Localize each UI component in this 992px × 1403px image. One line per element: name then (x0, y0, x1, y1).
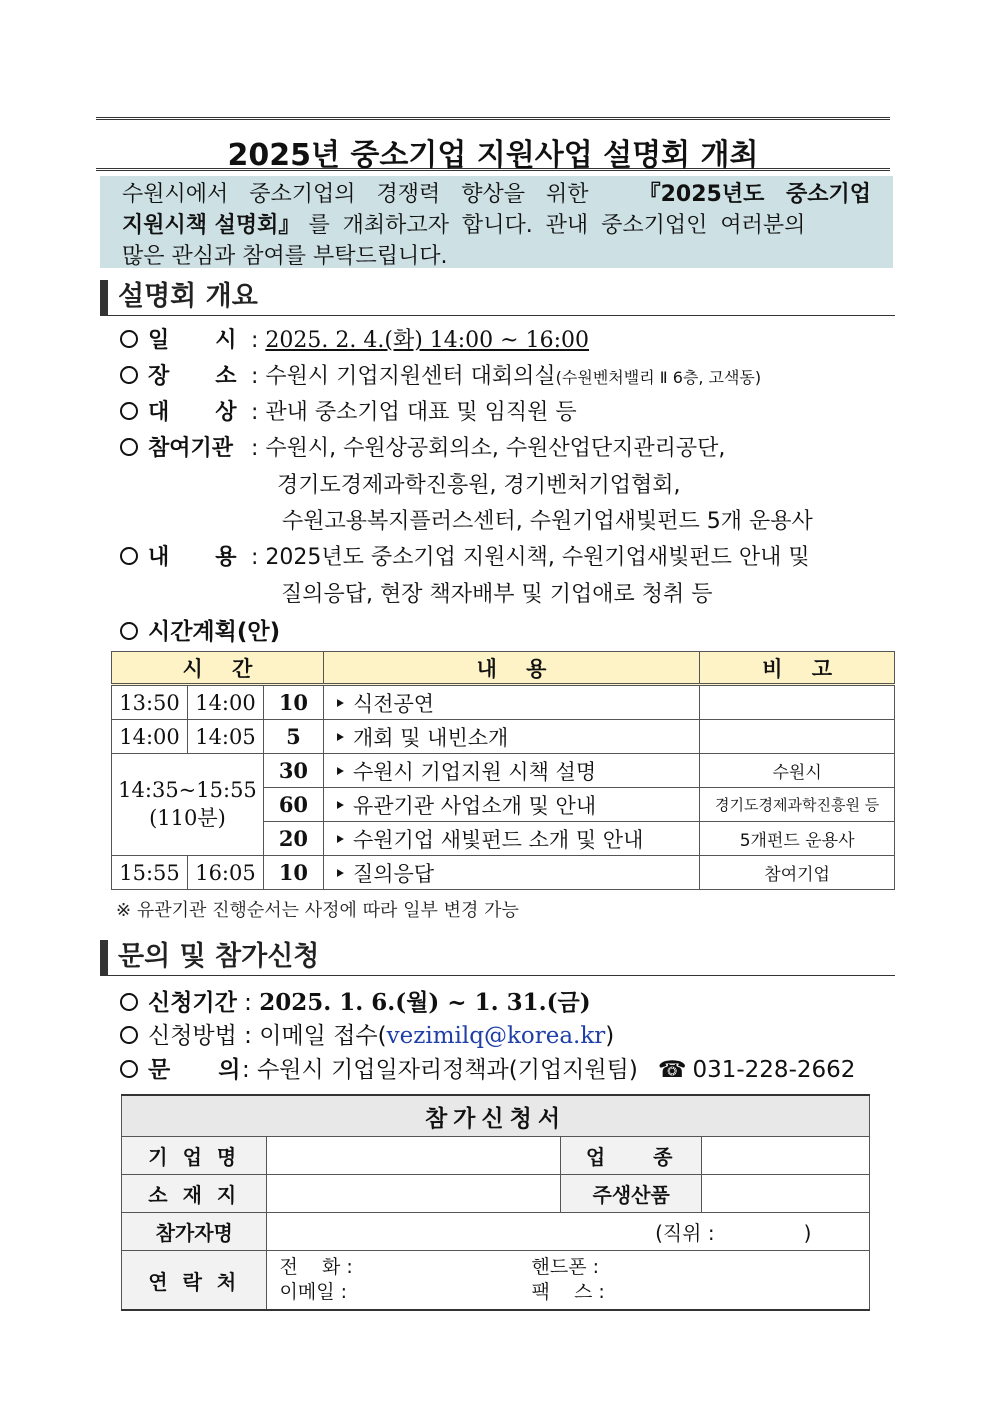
form-row-participant: 참가자명 (직위 : ) (122, 1213, 870, 1251)
company-field[interactable] (267, 1137, 561, 1175)
page-title: 2025년 중소기업 지원사업 설명회 개최 (227, 138, 759, 173)
circle-bullet-icon (120, 1026, 138, 1044)
section-inquiry-header (100, 940, 895, 976)
content-line-2: 질의응답, 현장 책자배부 및 기업애로 청취 등 (281, 582, 713, 607)
table-row: 60 ‣ 유관기관 사업소개 및 안내 경기도경제과학진흥원 등 (112, 788, 895, 822)
circle-bullet-icon (120, 993, 138, 1011)
form-title: 참가신청서 (122, 1095, 870, 1137)
intro-line-3: 많은 관심과 참여를 부탁드립니다. (122, 244, 448, 269)
form-row-contact: 연 락 처 전 화 : 핸드폰 : 이메일 : 팩 스 : (122, 1251, 870, 1311)
orgs-row: 참여기관 : 수원시, 수원상공회의소, 수원산업단지관리공단, (120, 434, 725, 464)
orgs-line-2: 경기도경제과학진흥원, 경기벤처기업협회, (277, 473, 681, 498)
phone-icon: ☎ (657, 1057, 687, 1083)
orgs-line-3: 수원고용복지플러스센터, 수원기업새빛펀드 5개 운용사 (282, 509, 813, 534)
header-content: 내 용 (323, 652, 699, 685)
table-row: 14:00 14:05 5 ‣ 개회 및 내빈소개 (112, 720, 895, 754)
section-inquiry-title: 문의 및 참가신청 (118, 941, 320, 972)
circle-bullet-icon (120, 547, 138, 565)
section-bar (100, 280, 108, 316)
date-row: 일 시 : 2025. 2. 4.(화) 14:00 ~ 16:00 (120, 326, 589, 356)
section-bar (100, 940, 108, 976)
form-row-address: 소 재 지 주생산품 (122, 1175, 870, 1213)
circle-bullet-icon (120, 622, 138, 640)
header-note: 비 고 (700, 652, 895, 685)
contact-row: 문 의: 수원시 기업일자리정책과(기업지원팀) ☎ 031-228-2662 (120, 1055, 855, 1085)
table-row: 20 ‣ 수원기업 새빛펀드 소개 및 안내 5개펀드 운용사 (112, 822, 895, 856)
content-row: 내 용 : 2025년도 중소기업 지원시책, 수원기업새빛펀드 안내 및 (120, 543, 810, 573)
intro-line-2: 지원시책 설명회』 를 개최하고자 합니다. 관내 중소기업인 여러분의 (122, 213, 806, 238)
schedule-row: 시간계획(안) (120, 617, 280, 647)
section-overview-header (100, 280, 895, 316)
period-row: 신청기간 : 2025. 1. 6.(월) ~ 1. 31.(금) (120, 988, 591, 1018)
address-field[interactable] (267, 1175, 561, 1213)
method-row: 신청방법 : 이메일 접수(vezimilq@korea.kr) (120, 1021, 614, 1051)
email-link[interactable]: vezimilq@korea.kr (386, 1023, 606, 1049)
circle-bullet-icon (120, 330, 138, 348)
product-field[interactable] (702, 1175, 870, 1213)
circle-bullet-icon (120, 1060, 138, 1078)
form-header-row (122, 1095, 870, 1137)
circle-bullet-icon (120, 438, 138, 456)
date-value: 2025. 2. 4.(화) 14:00 ~ 16:00 (265, 328, 589, 353)
title-box (96, 117, 890, 171)
application-form (121, 1094, 870, 1311)
table-row: 13:50 14:00 10 ‣ 식전공연 (112, 685, 895, 720)
schedule-footnote: ※ 유관기관 진행순서는 사정에 따라 일부 변경 가능 (116, 900, 519, 921)
table-row: 14:35~15:55 (110분) 30 ‣ 수원시 기업지원 시책 설명 수원시 (112, 754, 895, 788)
industry-field[interactable] (702, 1137, 870, 1175)
place-row: 장 소 : 수원시 기업지원센터 대회의실(수원벤처밸리 Ⅱ 6층, 고색동) (120, 362, 761, 393)
section-overview-title: 설명회 개요 (118, 281, 258, 312)
schedule-table (111, 651, 895, 890)
header-time: 시 간 (112, 652, 324, 685)
contact-field[interactable]: 전 화 : 핸드폰 : 이메일 : 팩 스 : (267, 1251, 870, 1311)
circle-bullet-icon (120, 402, 138, 420)
participant-field[interactable]: (직위 : ) (267, 1213, 870, 1251)
schedule-header-row (112, 652, 895, 685)
circle-bullet-icon (120, 366, 138, 384)
merged-time-cell: 14:35~15:55 (110분) (112, 754, 264, 856)
target-row: 대 상 : 관내 중소기업 대표 및 임직원 등 (120, 398, 577, 428)
table-row: 15:55 16:05 10 ‣ 질의응답 참여기업 (112, 856, 895, 890)
form-row-company: 기 업 명 업 종 (122, 1137, 870, 1175)
intro-line-1: 수원시에서 중소기업의 경쟁력 향상을 위한 『2025년도 중소기업 (122, 182, 871, 207)
intro-box (100, 176, 893, 268)
